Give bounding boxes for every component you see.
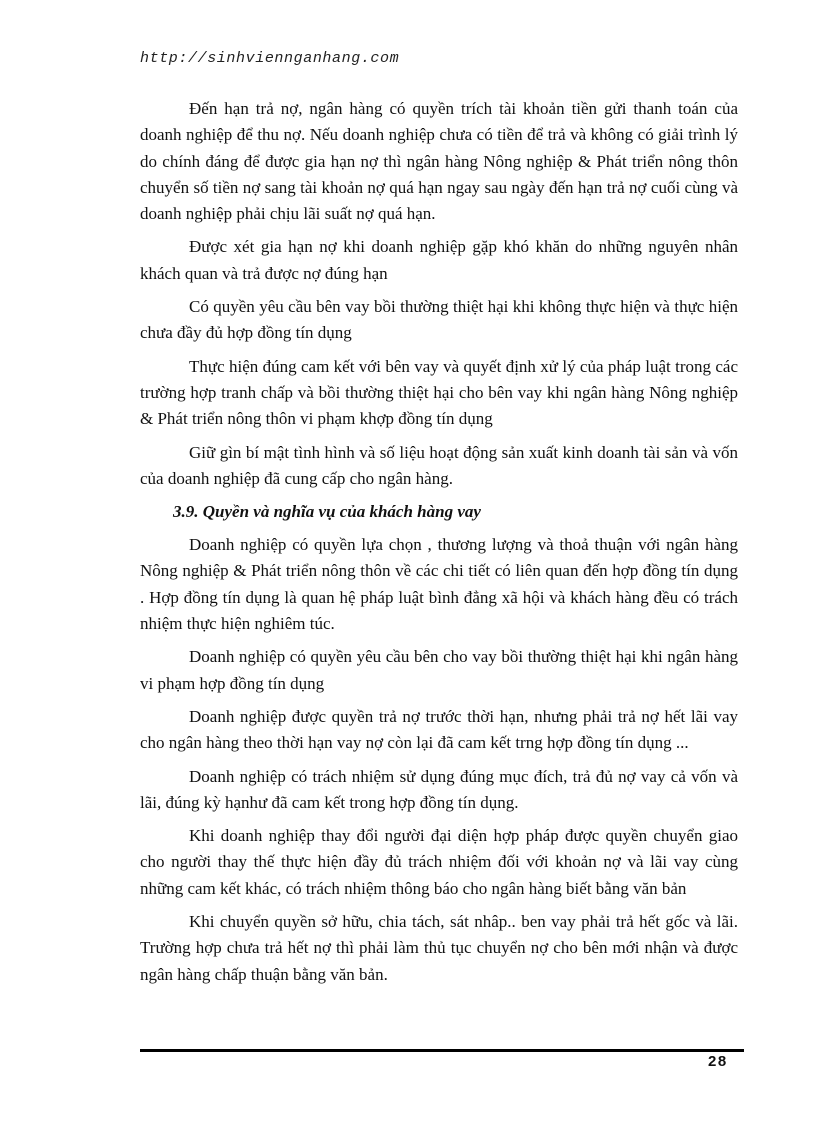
- header-url: http://sinhviennganhang.com: [140, 50, 400, 67]
- section-heading: 3.9. Quyền và nghĩa vụ của khách hàng vay: [173, 502, 481, 522]
- paragraph: Khi chuyển quyền sở hữu, chia tách, sát nhâp.. ben vay phải trả hết gốc và lãi. Trường hợp chưa trả hết nợ thì phải làm thủ tục chuyển nợ cho bên mới nhận và được ngân hàng chấp thuận bằng văn bản.: [140, 912, 738, 984]
- paragraph: Doanh nghiệp có quyền yêu cầu bên cho vay bồi thường thiệt hại khi ngân hàng vi phạm hợp đồng tín dụng: [140, 647, 738, 693]
- paragraph: Có quyền yêu cầu bên vay bồi thường thiệt hại khi không thực hiện và thực hiện chưa đầy đủ hợp đồng tín dụng: [140, 297, 738, 343]
- paragraph: Khi doanh nghiệp thay đổi người đại diện hợp pháp được quyền chuyển giao cho người thay thế thực hiện đầy đủ trách nhiệm đối với khoản nợ và lãi vay cùng những cam kết khác, có trách nhiệm thông báo cho ngân hàng biết bằng văn bản: [140, 826, 738, 898]
- paragraph: Doanh nghiệp có trách nhiệm sử dụng đúng mục đích, trả đủ nợ vay cả vốn và lãi, đúng kỳ hạnhư đã cam kết trong hợp đồng tín dụng.: [140, 766, 738, 812]
- paragraph: Giữ gìn bí mật tình hình và số liệu hoạt động sản xuất kinh doanh tài sản và vốn của doanh nghiệp đã cung cấp cho ngân hàng.: [140, 442, 738, 488]
- paragraph: Đến hạn trả nợ, ngân hàng có quyền trích tài khoản tiền gửi thanh toán của doanh nghiệp để thu nợ. Nếu doanh nghiệp chưa có tiền để trả và không có giải trình lý do chính đáng để được gia hạn nợ thì ngân hàng Nông nghiệp & Phát triển nông thôn chuyển số tiền nợ sang tài khoản nợ quá hạn ngay sau ngày đến hạn trả nợ cuối cùng và doanh nghiệp phải chịu lãi suất nợ quá hạn.: [140, 99, 738, 224]
- paragraph: Doanh nghiệp được quyền trả nợ trước thời hạn, nhưng phải trả nợ hết lãi vay cho ngân hàng theo thời hạn vay nợ còn lại đã cam kết trng hợp đồng tín dụng ...: [140, 706, 738, 753]
- paragraph: Thực hiện đúng cam kết với bên vay và quyết định xử lý của pháp luật trong các trường hợp tranh chấp và bồi thường thiệt hại cho bên vay khi ngân hàng Nông nghiệp & Phát triển nông thôn vi phạm khợp đồng tín dụng: [140, 356, 738, 429]
- paragraph: Doanh nghiệp có quyền lựa chọn , thương lượng và thoả thuận với ngân hàng Nông nghiệp & Phát triển nông thôn về các chi tiết có liên quan đến hợp đồng tín dụng . Hợp đồng tín dụng là quan hệ pháp luật bình đẳng xã hội và khách hàng đều có trách nhiệm thực hiện nghiêm túc.: [140, 535, 738, 634]
- page-number: 28: [708, 1053, 728, 1070]
- footer-divider: [140, 1049, 744, 1052]
- paragraph: Được xét gia hạn nợ khi doanh nghiệp gặp khó khăn do những nguyên nhân khách quan và trả được nợ đúng hạn: [140, 237, 738, 283]
- document-body: [140, 96, 738, 995]
